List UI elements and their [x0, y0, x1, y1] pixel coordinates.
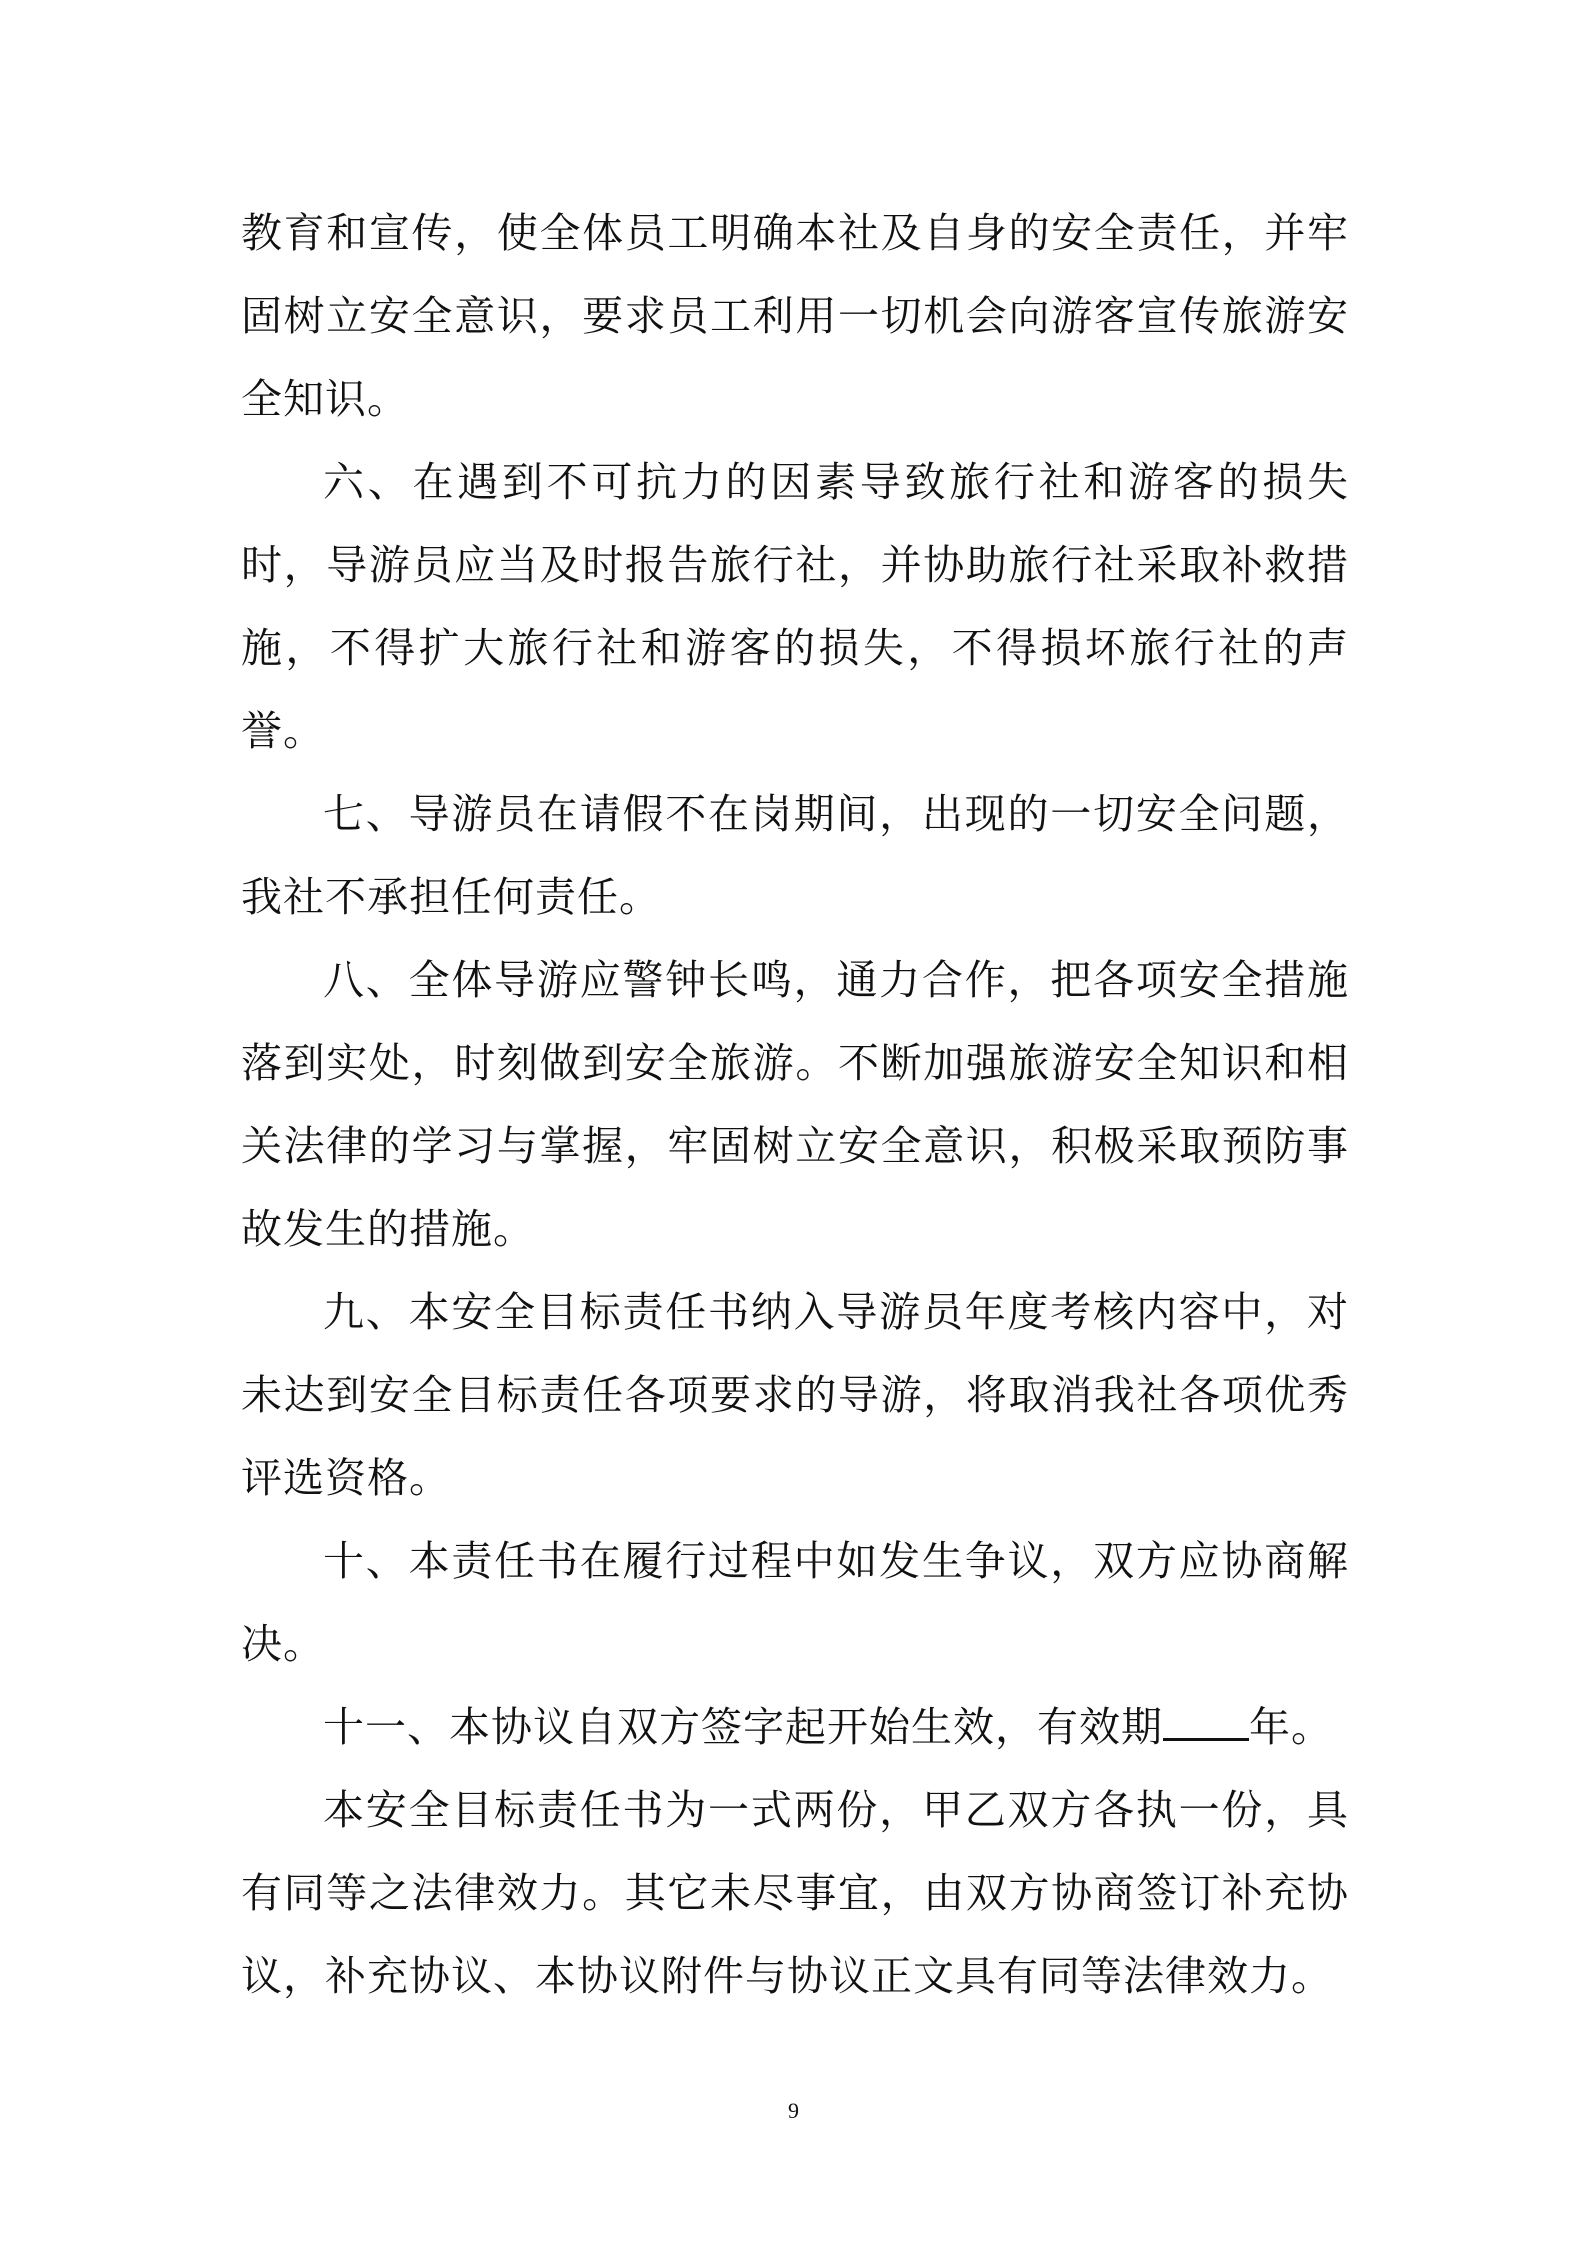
paragraph-continuation: 教育和宣传，使全体员工明确本社及自身的安全责任，并牢固树立安全意识，要求员工利用一切机会向游客宣传旅游安全知识。 — [241, 209, 1349, 423]
paragraph-clause-7: 七、导游员在请假不在岗期间，出现的一切安全问题，我社不承担任何责任。 — [241, 790, 1349, 921]
paragraph-clause-6: 六、在遇到不可抗力的因素导致旅行社和游客的损失时，导游员应当及时报告旅行社，并协助旅行社采取补救措施，不得扩大旅行社和游客的损失，不得损坏旅行社的声誉。 — [241, 458, 1349, 755]
clause-11-text-after: 年。 — [1249, 1703, 1333, 1751]
clause-11-text-before: 十一、本协议自双方签字起开始生效，有效期 — [323, 1703, 1163, 1751]
page-number: 9 — [788, 2098, 799, 2123]
paragraph-clause-11 — [241, 1686, 1349, 1769]
paragraph-clause-9: 九、本安全目标责任书纳入导游员年度考核内容中，对未达到安全目标责任各项要求的导游，将取消我社各项优秀评选资格。 — [241, 1288, 1349, 1502]
document-body — [241, 192, 1349, 2018]
paragraph-clause-10: 十、本责任书在履行过程中如发生争议，双方应协商解决。 — [241, 1537, 1349, 1668]
validity-years-blank — [1163, 1704, 1249, 1741]
paragraph-clause-8: 八、全体导游应警钟长鸣，通力合作，把各项安全措施落到实处，时刻做到安全旅游。不断加强旅游安全知识和相关法律的学习与掌握，牢固树立安全意识，积极采取预防事故发生的措施。 — [241, 956, 1349, 1253]
paragraph-closing: 本安全目标责任书为一式两份，甲乙双方各执一份，具有同等之法律效力。其它未尽事宜，由双方协商签订补充协议，补充协议、本协议附件与协议正文具有同等法律效力。 — [241, 1786, 1349, 2000]
